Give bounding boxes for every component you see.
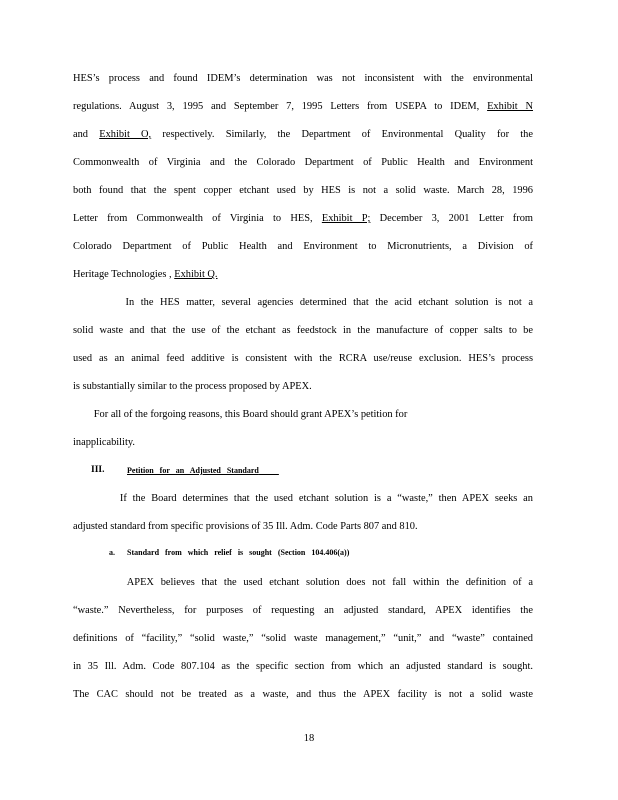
body-line: Colorado Department of Public Health and Environment to Micronutrients, a Division of — [73, 241, 533, 252]
body-line — [73, 213, 533, 226]
body-line: inapplicability. — [73, 437, 135, 448]
subsection-letter: a. — [109, 548, 115, 557]
body-line — [73, 269, 533, 282]
body-line: adjusted standard from specific provisions of 35 Ill. Adm. Code Parts 807 and 810. — [73, 521, 418, 532]
body-line: in 35 Ill. Adm. Code 807.104 as the specific section from which an adjusted standard is sought. — [73, 661, 533, 672]
section-number: III. — [91, 465, 105, 475]
body-line: definitions of “facility,” “solid waste,” “solid waste management,” “unit,” and “waste” contained — [73, 633, 533, 644]
body-line: Commonwealth of Virginia and the Colorado Department of Public Health and Environment — [73, 157, 533, 168]
body-line: used as an animal feed additive is consistent with the RCRA use/reuse exclusion. HES’s process — [73, 353, 533, 364]
body-line: solid waste and that the use of the etchant as feedstock in the manufacture of copper salts to be — [73, 325, 533, 336]
body-line: For all of the forgoing reasons, this Board should grant APEX’s petition for — [73, 409, 408, 420]
body-line: is substantially similar to the process proposed by APEX. — [73, 381, 312, 392]
exhibit-q-link[interactable]: Exhibit Q. — [174, 269, 218, 280]
exhibit-p-link[interactable]: Exhibit P; — [321, 213, 371, 224]
body-line: If the Board determines that the used etchant solution is a “waste,” then APEX seeks an — [73, 493, 533, 504]
body-line: “waste.” Nevertheless, for purposes of requesting an adjusted standard, APEX identifies the — [73, 605, 533, 616]
exhibit-n-link[interactable]: Exhibit N — [487, 101, 533, 112]
body-line: HES’s process and found IDEM’s determination was not inconsistent with the environmental — [73, 73, 533, 84]
line-text: regulations. August 3, 1995 and September 7, 1995 Letters from USEPA to IDEM, — [73, 101, 488, 112]
line-text: Letter from Commonwealth of Virginia to HES, — [73, 213, 322, 224]
page-number: 18 — [303, 733, 315, 744]
body-line: In the HES matter, several agencies determined that the acid etchant solution is not a — [73, 297, 533, 308]
section-title-text: Petition for an Adjusted Standard — [127, 466, 259, 475]
body-line — [73, 101, 533, 114]
line-text: respectively. Similarly, the Department of Environmental Quality for the — [151, 129, 533, 140]
line-text: Heritage Technologies , — [73, 269, 175, 280]
subsection-title: Standard from which relief is sought (Section 104.406(a)) — [127, 548, 350, 557]
body-line — [73, 129, 533, 142]
body-line: both found that the spent copper etchant used by HES is not a solid waste. March 28, 1996 — [73, 185, 533, 196]
line-text: December 3, 2001 Letter from — [370, 213, 533, 224]
body-line: APEX believes that the used etchant solution does not fall within the definition of a — [73, 577, 533, 588]
body-line: The CAC should not be treated as a waste, and thus the APEX facility is not a solid waste — [73, 689, 533, 700]
line-text: and — [73, 129, 100, 140]
section-title — [127, 466, 279, 476]
exhibit-o-link[interactable]: Exhibit O, — [99, 129, 152, 140]
